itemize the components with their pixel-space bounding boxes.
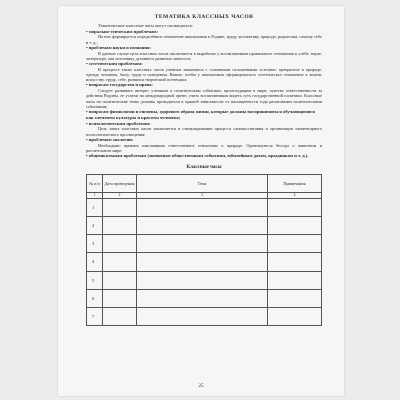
index-cell: 2 (103, 192, 137, 198)
table-row (87, 217, 322, 235)
section-heading: • общешкольным проблемам (значимым общественным событиям, юбилейным датам, праздникам и т. д.). (86, 153, 309, 159)
empty-cell (137, 289, 268, 307)
empty-cell (103, 253, 137, 271)
empty-cell (103, 198, 137, 216)
table-row (87, 289, 322, 307)
empty-cell (103, 217, 137, 235)
class-hours-table (86, 174, 322, 326)
page-content (86, 14, 322, 326)
index-cell: 3 (137, 192, 268, 198)
topic-section (86, 61, 322, 82)
topic-sections (86, 29, 322, 159)
topic-section (86, 29, 322, 45)
empty-cell (268, 253, 322, 271)
row-number-cell: 4 (87, 253, 103, 271)
empty-cell (137, 217, 268, 235)
header-topic: Тема (137, 174, 268, 192)
section-heading: • эстетическим проблемам: (86, 61, 143, 66)
empty-cell (103, 307, 137, 325)
document-page (58, 6, 344, 396)
row-number-cell: 3 (87, 235, 103, 253)
empty-cell (137, 235, 268, 253)
page-title: ТЕМАТИКА КЛАССНЫХ ЧАСОВ (154, 14, 254, 20)
table-row (87, 307, 322, 325)
empty-cell (268, 235, 322, 253)
header-num: № п/п (87, 174, 103, 192)
empty-cell (137, 198, 268, 216)
topic-section (86, 137, 322, 153)
empty-cell (268, 198, 322, 216)
empty-cell (268, 271, 322, 289)
topic-section (86, 82, 322, 109)
empty-cell (268, 217, 322, 235)
intro-text: Тематические классные часы могут посвящаться: (98, 23, 193, 28)
section-text: В процессе таких классных часов ученики знакомятся с основными положениями эстетики: прекрасное в природе, одежде человека, быту, труде и поведении. Важно, чтобы у школьников сформировалось эстетическое отношение к жизни, искусству, труду, себе, развился творческий потенциал; (86, 66, 322, 83)
row-number-cell: 7 (87, 307, 103, 325)
empty-cell (103, 271, 137, 289)
page-number: 25 (198, 384, 204, 389)
table-header-row (87, 174, 322, 192)
topic-section (86, 121, 322, 137)
empty-cell (103, 289, 137, 307)
section-text: Следует развивать интерес учеников к политическим событиям, происходящим в мире, чувство ответственности за действия Родины, ее успехи на международной арене; учить воспитанников видеть суть государственной политики. Классные часы на политические темы должны проводиться в прямой зависимости от насыщенности года различными политическими событиями; (86, 88, 322, 109)
index-cell: 1 (87, 192, 103, 198)
empty-cell (103, 235, 137, 253)
table-row (87, 253, 322, 271)
section-text: Необходимо привить школьникам ответственное отношение к природе. Организуются беседы о животном и растительном мире; (86, 142, 322, 153)
empty-cell (137, 253, 268, 271)
empty-cell (268, 307, 322, 325)
row-number-cell: 5 (87, 271, 103, 289)
header-note: Примечания (268, 174, 322, 192)
topic-section (86, 45, 322, 61)
table-row (87, 235, 322, 253)
empty-cell (137, 307, 268, 325)
table-body (87, 192, 322, 325)
row-number-cell: 1 (87, 198, 103, 216)
row-number-cell: 2 (87, 217, 103, 235)
section-text: В данном случае цель классных часов заключается в выработке у воспитанников правильного отношения к учёбе, науке, литературе, как источнику духовного развития личности; (86, 50, 322, 61)
index-cell: 4 (268, 192, 322, 198)
section-heading: • проблемам науки и познания: (86, 44, 152, 50)
section-heading: • вопросам физиологии и гигиены, здорового образа жизни, которые должны восприниматься обучающимися как элементы культуры и красоты человека; (86, 109, 315, 120)
empty-cell (137, 271, 268, 289)
topic-section (86, 109, 322, 121)
topic-section (86, 153, 322, 159)
table-row (87, 198, 322, 216)
table-row (87, 271, 322, 289)
section-text: Цель таких классных часов заключается в стимулировании процесса самовоспитания и организации элементарного психологического просвещения; (86, 126, 322, 137)
section-text: На них формируется определённое отношение школьников к Родине, труду, коллективу, природе, родителям, самому себе и т. д.; (86, 34, 322, 45)
empty-cell (268, 289, 322, 307)
row-number-cell: 6 (87, 289, 103, 307)
table-title: Классные часы (186, 164, 222, 170)
header-date: Дата проведения (103, 174, 137, 192)
section-heading: • психологическим проблемам: (86, 120, 151, 126)
section-heading: • вопросам государства и права: (86, 82, 153, 88)
section-heading: • морально-этическим проблемам: (86, 28, 159, 34)
section-heading: • проблемам экологии: (86, 136, 134, 142)
